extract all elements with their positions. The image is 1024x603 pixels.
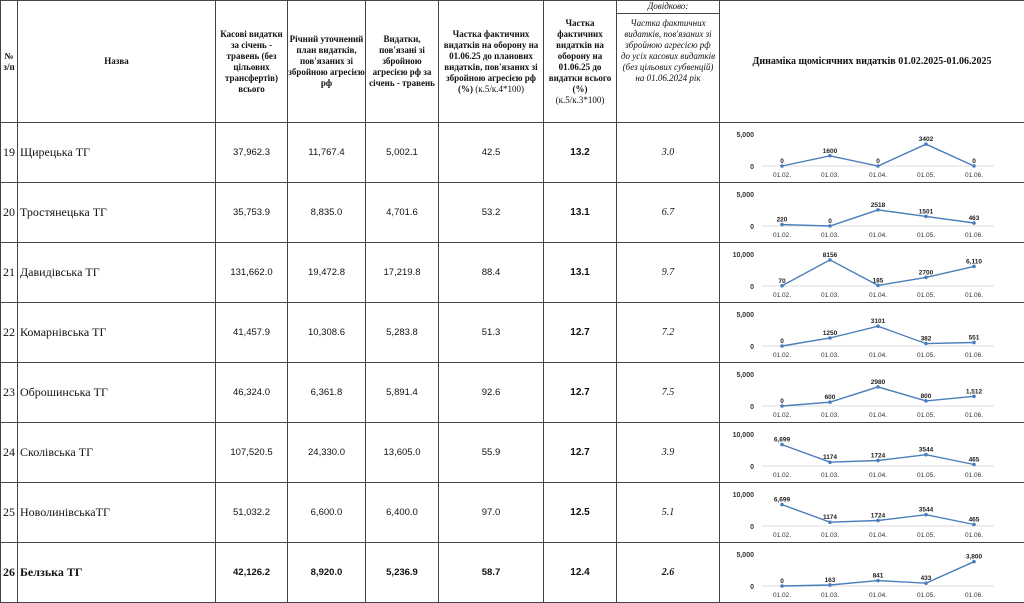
row-share-total: 12.5 bbox=[544, 483, 617, 543]
header-share-total-formula: (к.5/к.3*100) bbox=[544, 95, 616, 106]
data-label: 163 bbox=[825, 576, 836, 583]
header-name: Назва bbox=[18, 1, 216, 123]
data-label: 1724 bbox=[871, 452, 886, 459]
row-name: Комарнівська ТГ bbox=[18, 303, 216, 363]
data-label: 1600 bbox=[823, 147, 838, 154]
data-label: 0 bbox=[780, 158, 784, 165]
row-total: 51,032.2 bbox=[216, 483, 288, 543]
row-number: 21 bbox=[1, 243, 18, 303]
data-label: 1,512 bbox=[966, 388, 983, 395]
data-label: 0 bbox=[780, 398, 784, 405]
header-plan: Річний уточнений план видатків, пов'язаних зі збройною агресією рф bbox=[288, 1, 366, 123]
table-row bbox=[1, 243, 1024, 303]
row-name: Оброшинська ТГ bbox=[18, 363, 216, 423]
y-tick-label: 10,000 bbox=[733, 252, 755, 259]
x-tick-label: 01.04. bbox=[869, 532, 887, 539]
row-dynamics-chart bbox=[720, 183, 1024, 243]
row-plan: 11,767.4 bbox=[288, 123, 366, 183]
row-plan: 10,308.6 bbox=[288, 303, 366, 363]
y-tick-label: 10,000 bbox=[733, 432, 755, 439]
row-share-total: 12.7 bbox=[544, 303, 617, 363]
data-label: 382 bbox=[921, 335, 932, 342]
y-tick-label: 0 bbox=[750, 404, 754, 411]
x-tick-label: 01.04. bbox=[869, 472, 887, 479]
header-share-total-text: Частка фактичних видатків на оборону на 01.06.25 до видатки всього (%) bbox=[549, 18, 612, 94]
x-tick-label: 01.05. bbox=[917, 172, 935, 179]
row-share-plan: 92.6 bbox=[439, 363, 544, 423]
row-total: 46,324.0 bbox=[216, 363, 288, 423]
x-tick-label: 01.05. bbox=[917, 232, 935, 239]
row-share-total: 12.7 bbox=[544, 363, 617, 423]
line-chart bbox=[724, 186, 1016, 240]
header-ref bbox=[617, 1, 720, 123]
x-tick-label: 01.04. bbox=[869, 232, 887, 239]
y-tick-label: 0 bbox=[750, 224, 754, 231]
header-ref-label: Довідково: bbox=[616, 1, 720, 14]
header-share-plan-formula: (к.5/к.4*100) bbox=[475, 84, 524, 94]
row-spent: 6,400.0 bbox=[366, 483, 439, 543]
row-name: НоволинівськаТГ bbox=[18, 483, 216, 543]
data-label: 3,800 bbox=[966, 553, 983, 560]
line-chart bbox=[724, 246, 1016, 300]
row-dynamics-chart bbox=[720, 483, 1024, 543]
row-total: 37,962.3 bbox=[216, 123, 288, 183]
x-tick-label: 01.06. bbox=[965, 532, 983, 539]
row-name: Щирецька ТГ bbox=[18, 123, 216, 183]
x-tick-label: 01.03. bbox=[821, 352, 839, 359]
row-ref: 3.9 bbox=[617, 423, 720, 483]
row-dynamics-chart bbox=[720, 123, 1024, 183]
row-share-total: 12.7 bbox=[544, 423, 617, 483]
table-row bbox=[1, 543, 1024, 603]
data-label: 0 bbox=[828, 218, 832, 225]
row-ref: 9.7 bbox=[617, 243, 720, 303]
x-tick-label: 01.06. bbox=[965, 172, 983, 179]
row-plan: 8,920.0 bbox=[288, 543, 366, 603]
row-number: 22 bbox=[1, 303, 18, 363]
header-total: Касові видатки за січень - травень (без цільових трансфертів) всього bbox=[216, 1, 288, 123]
row-ref: 7.5 bbox=[617, 363, 720, 423]
x-tick-label: 01.02. bbox=[773, 292, 791, 299]
x-tick-label: 01.04. bbox=[869, 172, 887, 179]
row-share-plan: 55.9 bbox=[439, 423, 544, 483]
x-tick-label: 01.03. bbox=[821, 532, 839, 539]
header-share-plan bbox=[439, 1, 544, 123]
row-dynamics-chart bbox=[720, 303, 1024, 363]
x-tick-label: 01.03. bbox=[821, 172, 839, 179]
data-label: 1501 bbox=[919, 208, 934, 215]
x-tick-label: 01.06. bbox=[965, 592, 983, 599]
x-tick-label: 01.05. bbox=[917, 592, 935, 599]
row-spent: 5,002.1 bbox=[366, 123, 439, 183]
row-share-plan: 58.7 bbox=[439, 543, 544, 603]
line-chart bbox=[724, 306, 1016, 360]
table-row bbox=[1, 483, 1024, 543]
x-tick-label: 01.03. bbox=[821, 472, 839, 479]
row-plan: 24,330.0 bbox=[288, 423, 366, 483]
series-line bbox=[782, 386, 974, 405]
x-tick-label: 01.02. bbox=[773, 532, 791, 539]
x-tick-label: 01.05. bbox=[917, 472, 935, 479]
data-label: 551 bbox=[969, 334, 980, 341]
data-label: 6,110 bbox=[966, 258, 982, 265]
table-body bbox=[1, 123, 1024, 603]
y-tick-label: 0 bbox=[750, 524, 754, 531]
data-label: 2518 bbox=[871, 201, 886, 208]
data-label: 3101 bbox=[871, 318, 886, 325]
data-label: 0 bbox=[780, 338, 784, 345]
line-chart bbox=[724, 546, 1016, 600]
row-share-plan: 53.2 bbox=[439, 183, 544, 243]
row-name: Белзька ТГ bbox=[18, 543, 216, 603]
data-label: 8156 bbox=[823, 251, 838, 258]
line-chart bbox=[724, 366, 1016, 420]
y-tick-label: 5,000 bbox=[736, 312, 754, 319]
row-total: 41,457.9 bbox=[216, 303, 288, 363]
row-total: 35,753.9 bbox=[216, 183, 288, 243]
row-name: Давидівська ТГ bbox=[18, 243, 216, 303]
series-line bbox=[782, 209, 974, 225]
x-tick-label: 01.03. bbox=[821, 592, 839, 599]
data-label: 465 bbox=[969, 516, 980, 523]
row-ref: 5.1 bbox=[617, 483, 720, 543]
x-tick-label: 01.06. bbox=[965, 412, 983, 419]
row-number: 26 bbox=[1, 543, 18, 603]
data-label: 220 bbox=[777, 216, 788, 223]
row-plan: 6,361.8 bbox=[288, 363, 366, 423]
data-label: 433 bbox=[921, 575, 932, 582]
row-share-total: 12.4 bbox=[544, 543, 617, 603]
data-label: 6,699 bbox=[774, 496, 791, 503]
row-plan: 6,600.0 bbox=[288, 483, 366, 543]
header-ref-text: Частка фактичних видатків, пов'язаних зі збройною агресією рф до усіх касових видатків (без цільових субвенцій) на 01.06.2024 рік bbox=[617, 14, 719, 84]
data-label: 6,699 bbox=[774, 436, 791, 443]
row-ref: 3.0 bbox=[617, 123, 720, 183]
data-label: 2700 bbox=[919, 269, 934, 276]
data-label: 600 bbox=[825, 394, 836, 401]
y-tick-label: 0 bbox=[750, 464, 754, 471]
header-row bbox=[1, 1, 1024, 123]
header-share-total bbox=[544, 1, 617, 123]
row-share-total: 13.2 bbox=[544, 123, 617, 183]
data-label: 185 bbox=[873, 277, 884, 284]
x-tick-label: 01.02. bbox=[773, 352, 791, 359]
data-label: 0 bbox=[876, 158, 880, 165]
y-tick-label: 0 bbox=[750, 164, 754, 171]
table-row bbox=[1, 423, 1024, 483]
row-plan: 19,472.8 bbox=[288, 243, 366, 303]
line-chart bbox=[724, 126, 1016, 180]
data-label: 1250 bbox=[823, 330, 838, 337]
x-tick-label: 01.04. bbox=[869, 412, 887, 419]
row-spent: 5,236.9 bbox=[366, 543, 439, 603]
row-spent: 13,605.0 bbox=[366, 423, 439, 483]
y-tick-label: 0 bbox=[750, 344, 754, 351]
row-spent: 17,219.8 bbox=[366, 243, 439, 303]
header-spent: Видатки, пов'язані зі збройною агресією рф за січень - травень bbox=[366, 1, 439, 123]
x-tick-label: 01.05. bbox=[917, 292, 935, 299]
row-spent: 5,891.4 bbox=[366, 363, 439, 423]
x-tick-label: 01.02. bbox=[773, 472, 791, 479]
row-number: 24 bbox=[1, 423, 18, 483]
row-dynamics-chart bbox=[720, 243, 1024, 303]
data-label: 3402 bbox=[919, 136, 934, 143]
row-share-total: 13.1 bbox=[544, 183, 617, 243]
row-share-plan: 97.0 bbox=[439, 483, 544, 543]
x-tick-label: 01.06. bbox=[965, 232, 983, 239]
x-tick-label: 01.03. bbox=[821, 232, 839, 239]
data-label: 465 bbox=[969, 456, 980, 463]
y-tick-label: 5,000 bbox=[736, 372, 754, 379]
row-number: 20 bbox=[1, 183, 18, 243]
data-label: 1724 bbox=[871, 512, 886, 519]
x-tick-label: 01.02. bbox=[773, 232, 791, 239]
table-row bbox=[1, 303, 1024, 363]
row-spent: 4,701.6 bbox=[366, 183, 439, 243]
y-tick-label: 5,000 bbox=[736, 132, 754, 139]
x-tick-label: 01.04. bbox=[869, 352, 887, 359]
x-tick-label: 01.05. bbox=[917, 352, 935, 359]
row-number: 19 bbox=[1, 123, 18, 183]
x-tick-label: 01.05. bbox=[917, 412, 935, 419]
row-plan: 8,835.0 bbox=[288, 183, 366, 243]
data-label: 463 bbox=[969, 215, 980, 222]
x-tick-label: 01.04. bbox=[869, 592, 887, 599]
y-tick-label: 10,000 bbox=[733, 492, 755, 499]
row-share-plan: 51.3 bbox=[439, 303, 544, 363]
data-label: 841 bbox=[873, 572, 884, 579]
row-total: 131,662.0 bbox=[216, 243, 288, 303]
header-dynamics: Динаміка щомісячних видатків 01.02.2025-01.06.2025 bbox=[720, 1, 1024, 123]
row-share-total: 13.1 bbox=[544, 243, 617, 303]
row-share-plan: 42.5 bbox=[439, 123, 544, 183]
x-tick-label: 01.06. bbox=[965, 292, 983, 299]
row-number: 25 bbox=[1, 483, 18, 543]
x-tick-label: 01.02. bbox=[773, 412, 791, 419]
row-name: Сколівська ТГ bbox=[18, 423, 216, 483]
y-tick-label: 5,000 bbox=[736, 552, 754, 559]
row-ref: 7.2 bbox=[617, 303, 720, 363]
data-label: 1174 bbox=[823, 514, 837, 521]
y-tick-label: 0 bbox=[750, 584, 754, 591]
row-spent: 5,283.8 bbox=[366, 303, 439, 363]
data-label: 1174 bbox=[823, 454, 837, 461]
row-name: Тростянецька ТГ bbox=[18, 183, 216, 243]
header-share-plan-text: Частка фактичних видатків на оборону на 01.06.25 до планових видатків, пов'язаних зі збройною агресією рф (%) bbox=[444, 29, 539, 94]
x-tick-label: 01.04. bbox=[869, 292, 887, 299]
row-total: 107,520.5 bbox=[216, 423, 288, 483]
data-label: 70 bbox=[778, 277, 786, 284]
x-tick-label: 01.03. bbox=[821, 412, 839, 419]
table-row bbox=[1, 123, 1024, 183]
row-ref: 2.6 bbox=[617, 543, 720, 603]
x-tick-label: 01.06. bbox=[965, 352, 983, 359]
row-share-plan: 88.4 bbox=[439, 243, 544, 303]
data-label: 0 bbox=[972, 158, 976, 165]
line-chart bbox=[724, 426, 1016, 480]
data-label: 800 bbox=[921, 392, 932, 399]
series-line bbox=[782, 326, 974, 346]
line-chart bbox=[724, 486, 1016, 540]
data-label: 0 bbox=[780, 578, 784, 585]
table-row bbox=[1, 363, 1024, 423]
x-tick-label: 01.06. bbox=[965, 472, 983, 479]
row-total: 42,126.2 bbox=[216, 543, 288, 603]
row-number: 23 bbox=[1, 363, 18, 423]
row-dynamics-chart bbox=[720, 423, 1024, 483]
data-label: 3544 bbox=[919, 506, 934, 513]
x-tick-label: 01.05. bbox=[917, 532, 935, 539]
row-dynamics-chart bbox=[720, 543, 1024, 603]
header-num: № з/п bbox=[1, 1, 18, 123]
y-tick-label: 5,000 bbox=[736, 192, 754, 199]
x-tick-label: 01.03. bbox=[821, 292, 839, 299]
y-tick-label: 0 bbox=[750, 284, 754, 291]
data-label: 3544 bbox=[919, 446, 934, 453]
data-label: 2980 bbox=[871, 378, 886, 385]
x-tick-label: 01.02. bbox=[773, 592, 791, 599]
table-row bbox=[1, 183, 1024, 243]
x-tick-label: 01.02. bbox=[773, 172, 791, 179]
row-ref: 6.7 bbox=[617, 183, 720, 243]
row-dynamics-chart bbox=[720, 363, 1024, 423]
